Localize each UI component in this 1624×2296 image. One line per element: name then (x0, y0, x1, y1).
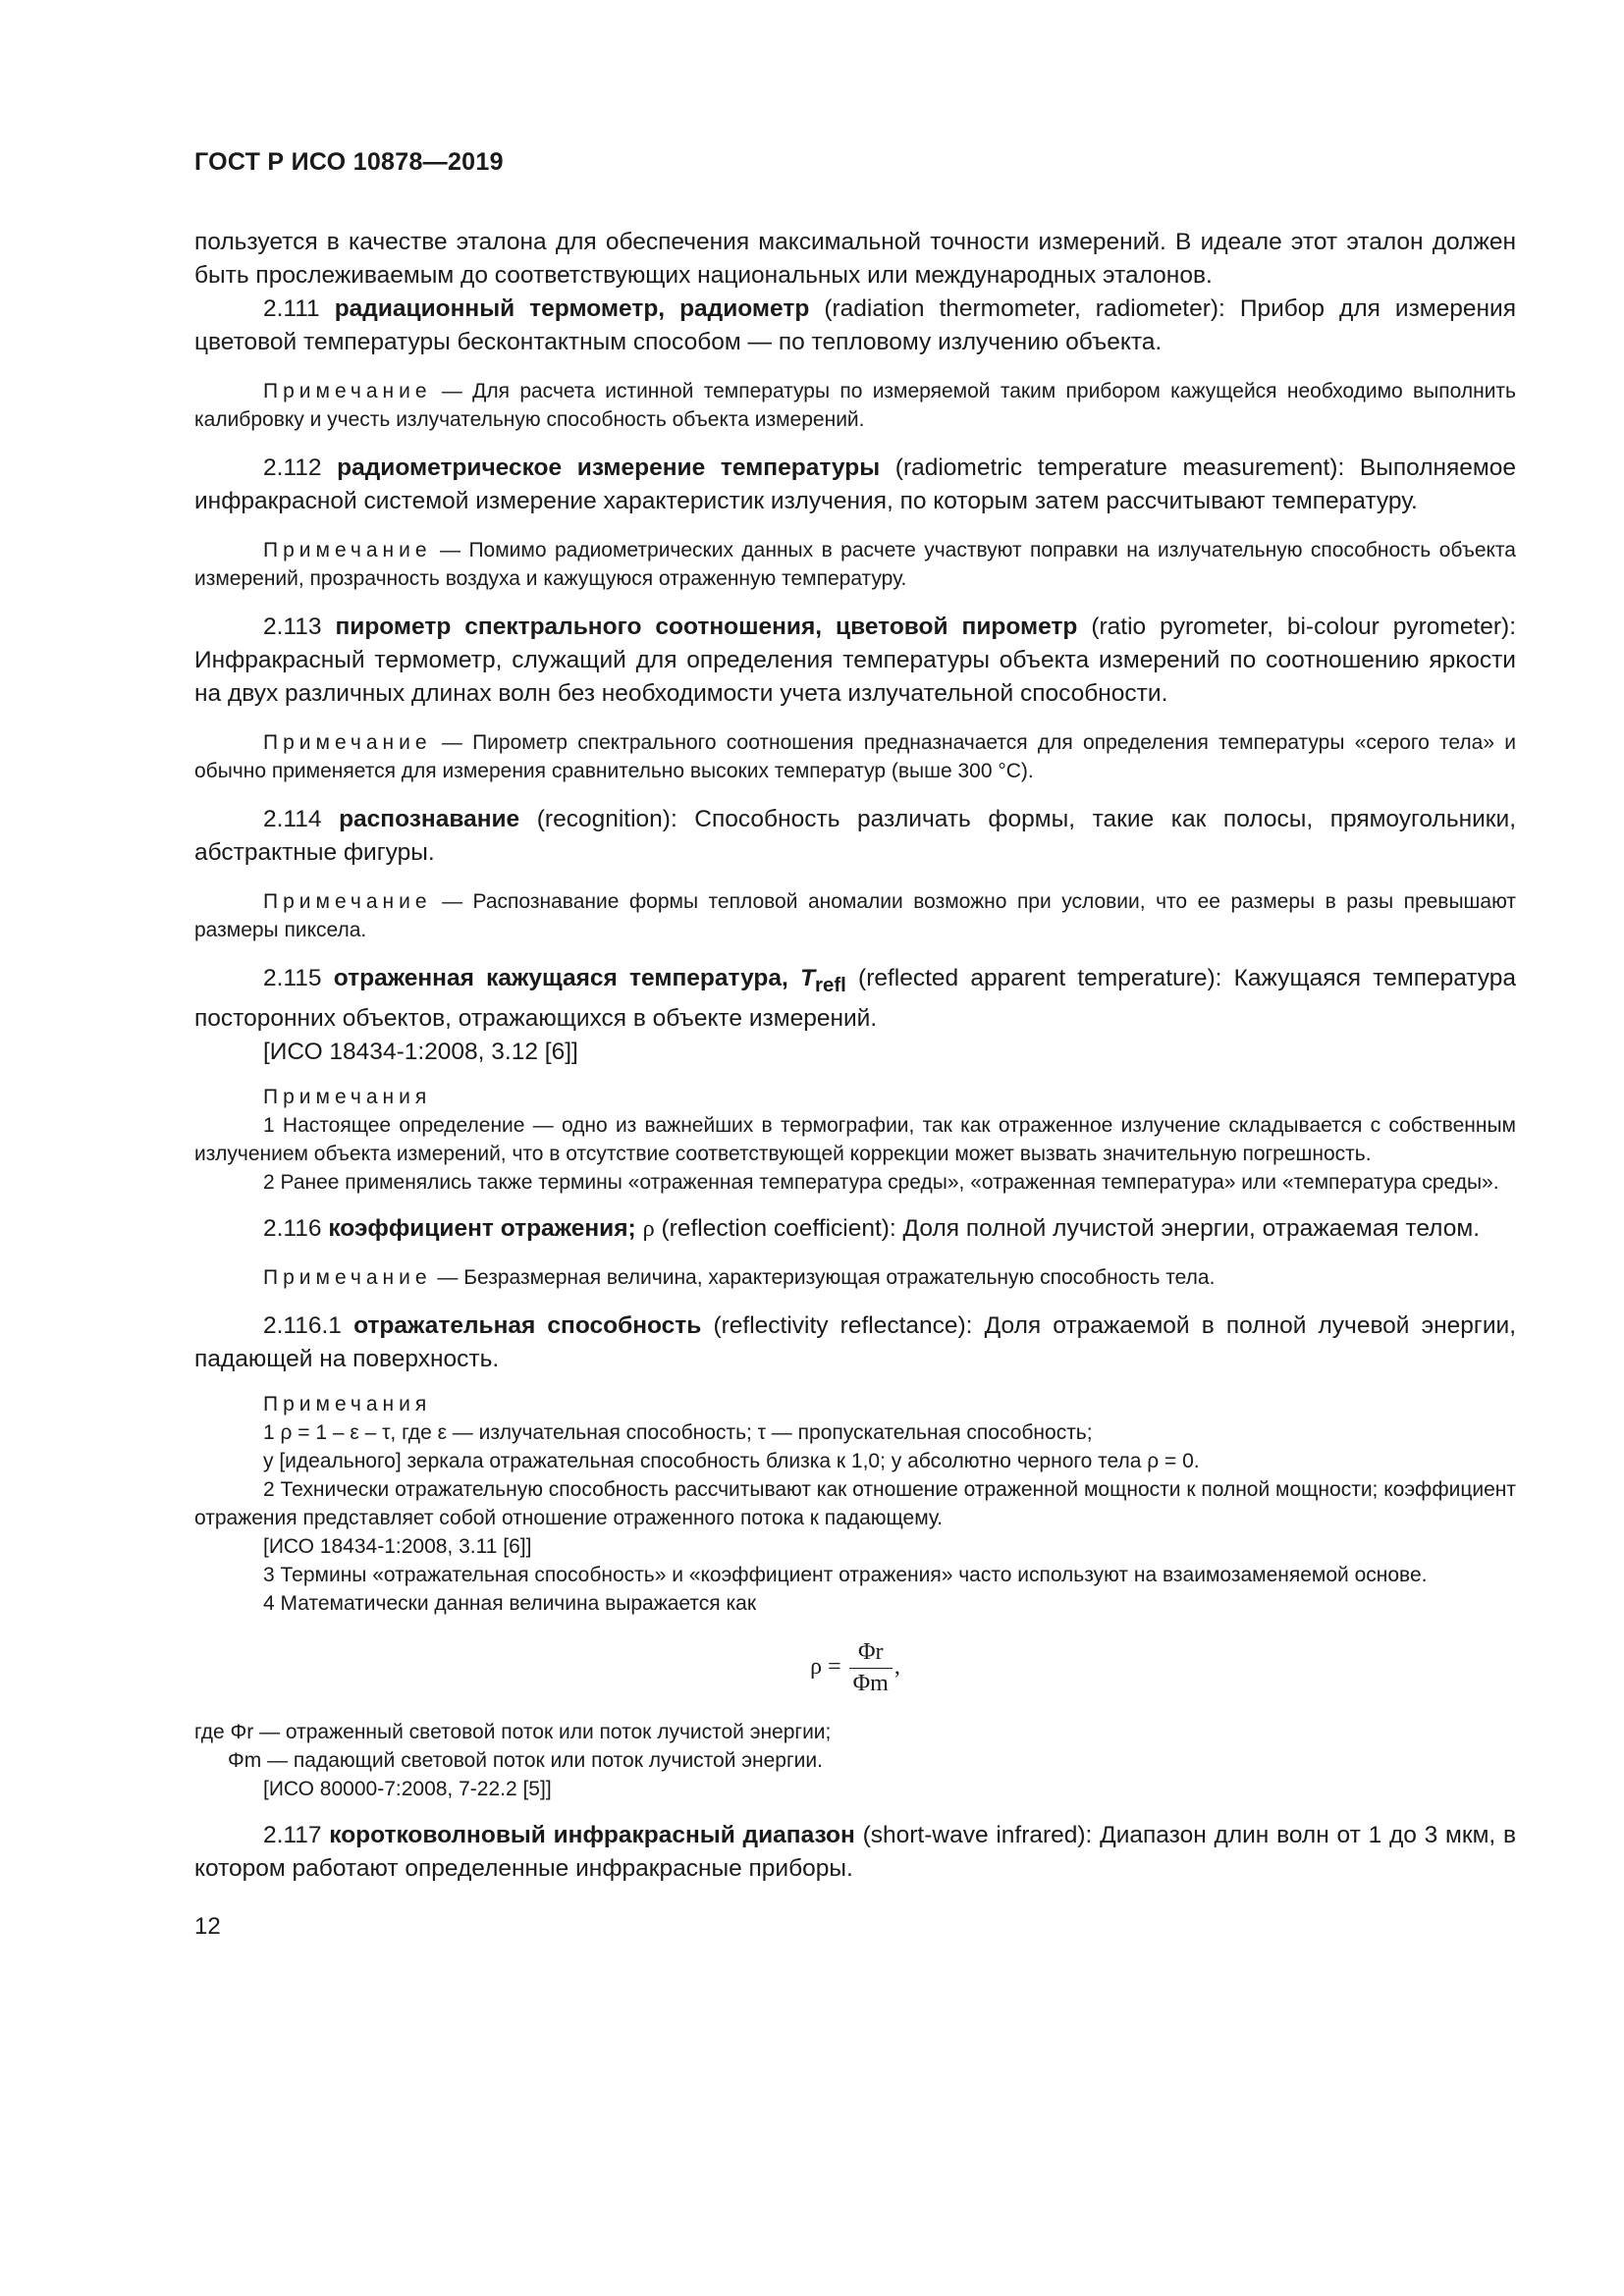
term-title: распознавание (339, 806, 520, 832)
term-title: радиационный термометр, радиометр (334, 295, 810, 322)
term-definition: (radiation thermometer, radiometer): Прибор для измерения цветовой температуры бесконтактным способом — по тепловому излучению объекта. (194, 295, 1517, 355)
term-title: коэффициент отражения; (328, 1214, 636, 1242)
note-text: — Пирометр спектрального соотношения предназначается для определения температуры «серого тела» и обычно применяется для измерения сравнительно высоких температур (выше 300 °C). (194, 731, 1516, 782)
term-number: 2.111 (263, 295, 320, 322)
formula-denominator: Φm (852, 1670, 889, 1696)
term-definition: (radiometric temperature measurement): Выполняемое инфракрасной системой измерение характеристик излучения, по которым затем рассчитывают температуру. (194, 454, 1517, 514)
term-definition: (reflectivity reflectance): Доля отражаемой в полной лучевой энергии, падающей на поверхность. (194, 1311, 1517, 1372)
note-2-114 (194, 887, 1516, 944)
formula-numerator: Φr (849, 1639, 893, 1669)
term-number: 2.114 (263, 806, 322, 832)
term-number: 2.112 (263, 454, 322, 481)
document-header: ГОСТ Р ИСО 10878—2019 (194, 148, 504, 176)
formula-where-line: где Φr — отраженный световой поток или поток лучистой энергии; (194, 1720, 832, 1743)
note-item: 1 Настоящее определение — одно из важнейших в термографии, так как отраженное излучение складывается с собственным излучением объекта измерений, что в отсутствие соответствующей коррекции может вызвать значительную погрешность. (194, 1113, 1516, 1165)
note-label: Примечание (263, 380, 432, 402)
formula-fraction (849, 1639, 893, 1697)
term-entry-2-116-1 (194, 1309, 1516, 1376)
term-number: 2.117 (263, 1821, 322, 1848)
term-entry-2-111 (194, 293, 1516, 359)
term-number: 2.116.1 (263, 1311, 342, 1339)
reflectance-formula (194, 1639, 1516, 1700)
term-title: коротковолновый инфракрасный диапазон (329, 1821, 855, 1848)
term-definition: (reflected apparent temperature): Кажущаяся температура посторонних объектов, отражающихся в объекте измерений. (194, 965, 1517, 1032)
note-2-113 (194, 728, 1516, 785)
document-page (194, 147, 1516, 1941)
formula-lhs: ρ = (810, 1653, 841, 1680)
note-2-112 (194, 536, 1516, 593)
note-item: 4 Математически данная величина выражается как (263, 1591, 757, 1615)
note-item: 2 Технически отражательную способность рассчитывают как отношение отраженной мощности к полной мощности; коэффициент отражения представляет собой отношение отраженного потока к падающему. (194, 1477, 1516, 1529)
note-label: Примечание (263, 890, 432, 913)
page-number: 12 (194, 1912, 221, 1940)
note-2-111 (194, 377, 1516, 434)
note-2-116 (194, 1263, 1516, 1292)
term-symbol: ρ (642, 1214, 655, 1242)
term-entry-2-113 (194, 611, 1516, 711)
note-text: — Безразмерная величина, характеризующая отражательную способность тела. (437, 1265, 1216, 1289)
note-label: Примечание (263, 1265, 432, 1289)
symbol-main: T (800, 965, 816, 991)
term-entry-2-117 (194, 1819, 1516, 1886)
notes-label: Примечания (263, 1392, 432, 1415)
term-definition: (recognition): Способность различать формы, такие как полосы, прямоугольники, абстрактные фигуры. (194, 806, 1517, 866)
formula-where-line: Φm — падающий световой поток или поток лучистой энергии. (228, 1748, 823, 1772)
notes-label: Примечания (263, 1085, 432, 1108)
term-definition: (reflection coefficient): Доля полной лучистой энергии, отражаемая телом. (661, 1214, 1481, 1242)
term-number: 2.113 (263, 614, 322, 640)
term-entry-2-112 (194, 452, 1516, 518)
term-entry-2-114 (194, 803, 1516, 870)
term-entry-2-116 (194, 1212, 1516, 1246)
note-item: у [идеального] зеркала отражательная способность близка к 1,0; у абсолютно черного тела ρ = 0. (263, 1449, 1200, 1472)
term-entry-2-115 (194, 962, 1516, 1036)
term-title: отражательная способность (353, 1311, 702, 1339)
note-item: 3 Термины «отражательная способность» и «коэффициент отражения» часто используют на взаимозаменяемой основе. (263, 1563, 1428, 1586)
source-reference: [ИСО 18434-1:2008, 3.12 [6]] (263, 1038, 578, 1065)
source-reference: [ИСО 80000-7:2008, 7-22.2 [5]] (263, 1777, 552, 1800)
intro-paragraph: пользуется в качестве эталона для обеспечения максимальной точности измерений. В идеале этот эталон должен быть прослеживаемым до соответствующих национальных или международных эталонов. (194, 229, 1516, 289)
term-number: 2.115 (263, 965, 322, 991)
term-definition: (ratio pyrometer, bi-colour pyrometer): Инфракрасный термометр, служащий для определения температуры объекта измерений по соотношению яркости на двух различных длинах волн без необходимости учета излучательной способности. (194, 614, 1517, 707)
source-reference: [ИСО 18434-1:2008, 3.11 [6]] (263, 1534, 532, 1558)
note-text: — Помимо радиометрических данных в расчете участвуют поправки на излучательную способность объекта измерений, прозрачность воздуха и кажущуюся отраженную температуру. (194, 539, 1516, 590)
term-number: 2.116 (263, 1214, 322, 1242)
term-definition: (short-wave infrared): Диапазон длин волн от 1 до 3 мкм, в котором работают определенные инфракрасные приборы. (194, 1821, 1517, 1882)
term-title: пирометр спектрального соотношения, цветовой пирометр (335, 614, 1078, 640)
note-item: 2 Ранее применялись также термины «отраженная температура среды», «отраженная температура» или «температура среды». (263, 1170, 1499, 1194)
note-text: — Распознавание формы тепловой аномалии возможно при условии, что ее размеры в разы превышают размеры пиксела. (194, 890, 1516, 941)
note-item: 1 ρ = 1 – ε – τ, где ε — излучательная способность; τ — пропускательная способность; (263, 1420, 1093, 1444)
formula-tail: , (893, 1653, 900, 1680)
note-label: Примечание (263, 731, 432, 754)
symbol-subscript: refl (815, 974, 846, 996)
note-label: Примечание (263, 539, 432, 561)
term-title: отраженная кажущаяся температура, (333, 965, 788, 991)
term-title: радиометрическое измерение температуры (337, 454, 881, 481)
note-text: — Для расчета истинной температуры по измеряемой таким прибором кажущейся необходимо выполнить калибровку и учесть излучательную способность объекта измерений. (194, 380, 1516, 431)
term-symbol (800, 965, 846, 996)
